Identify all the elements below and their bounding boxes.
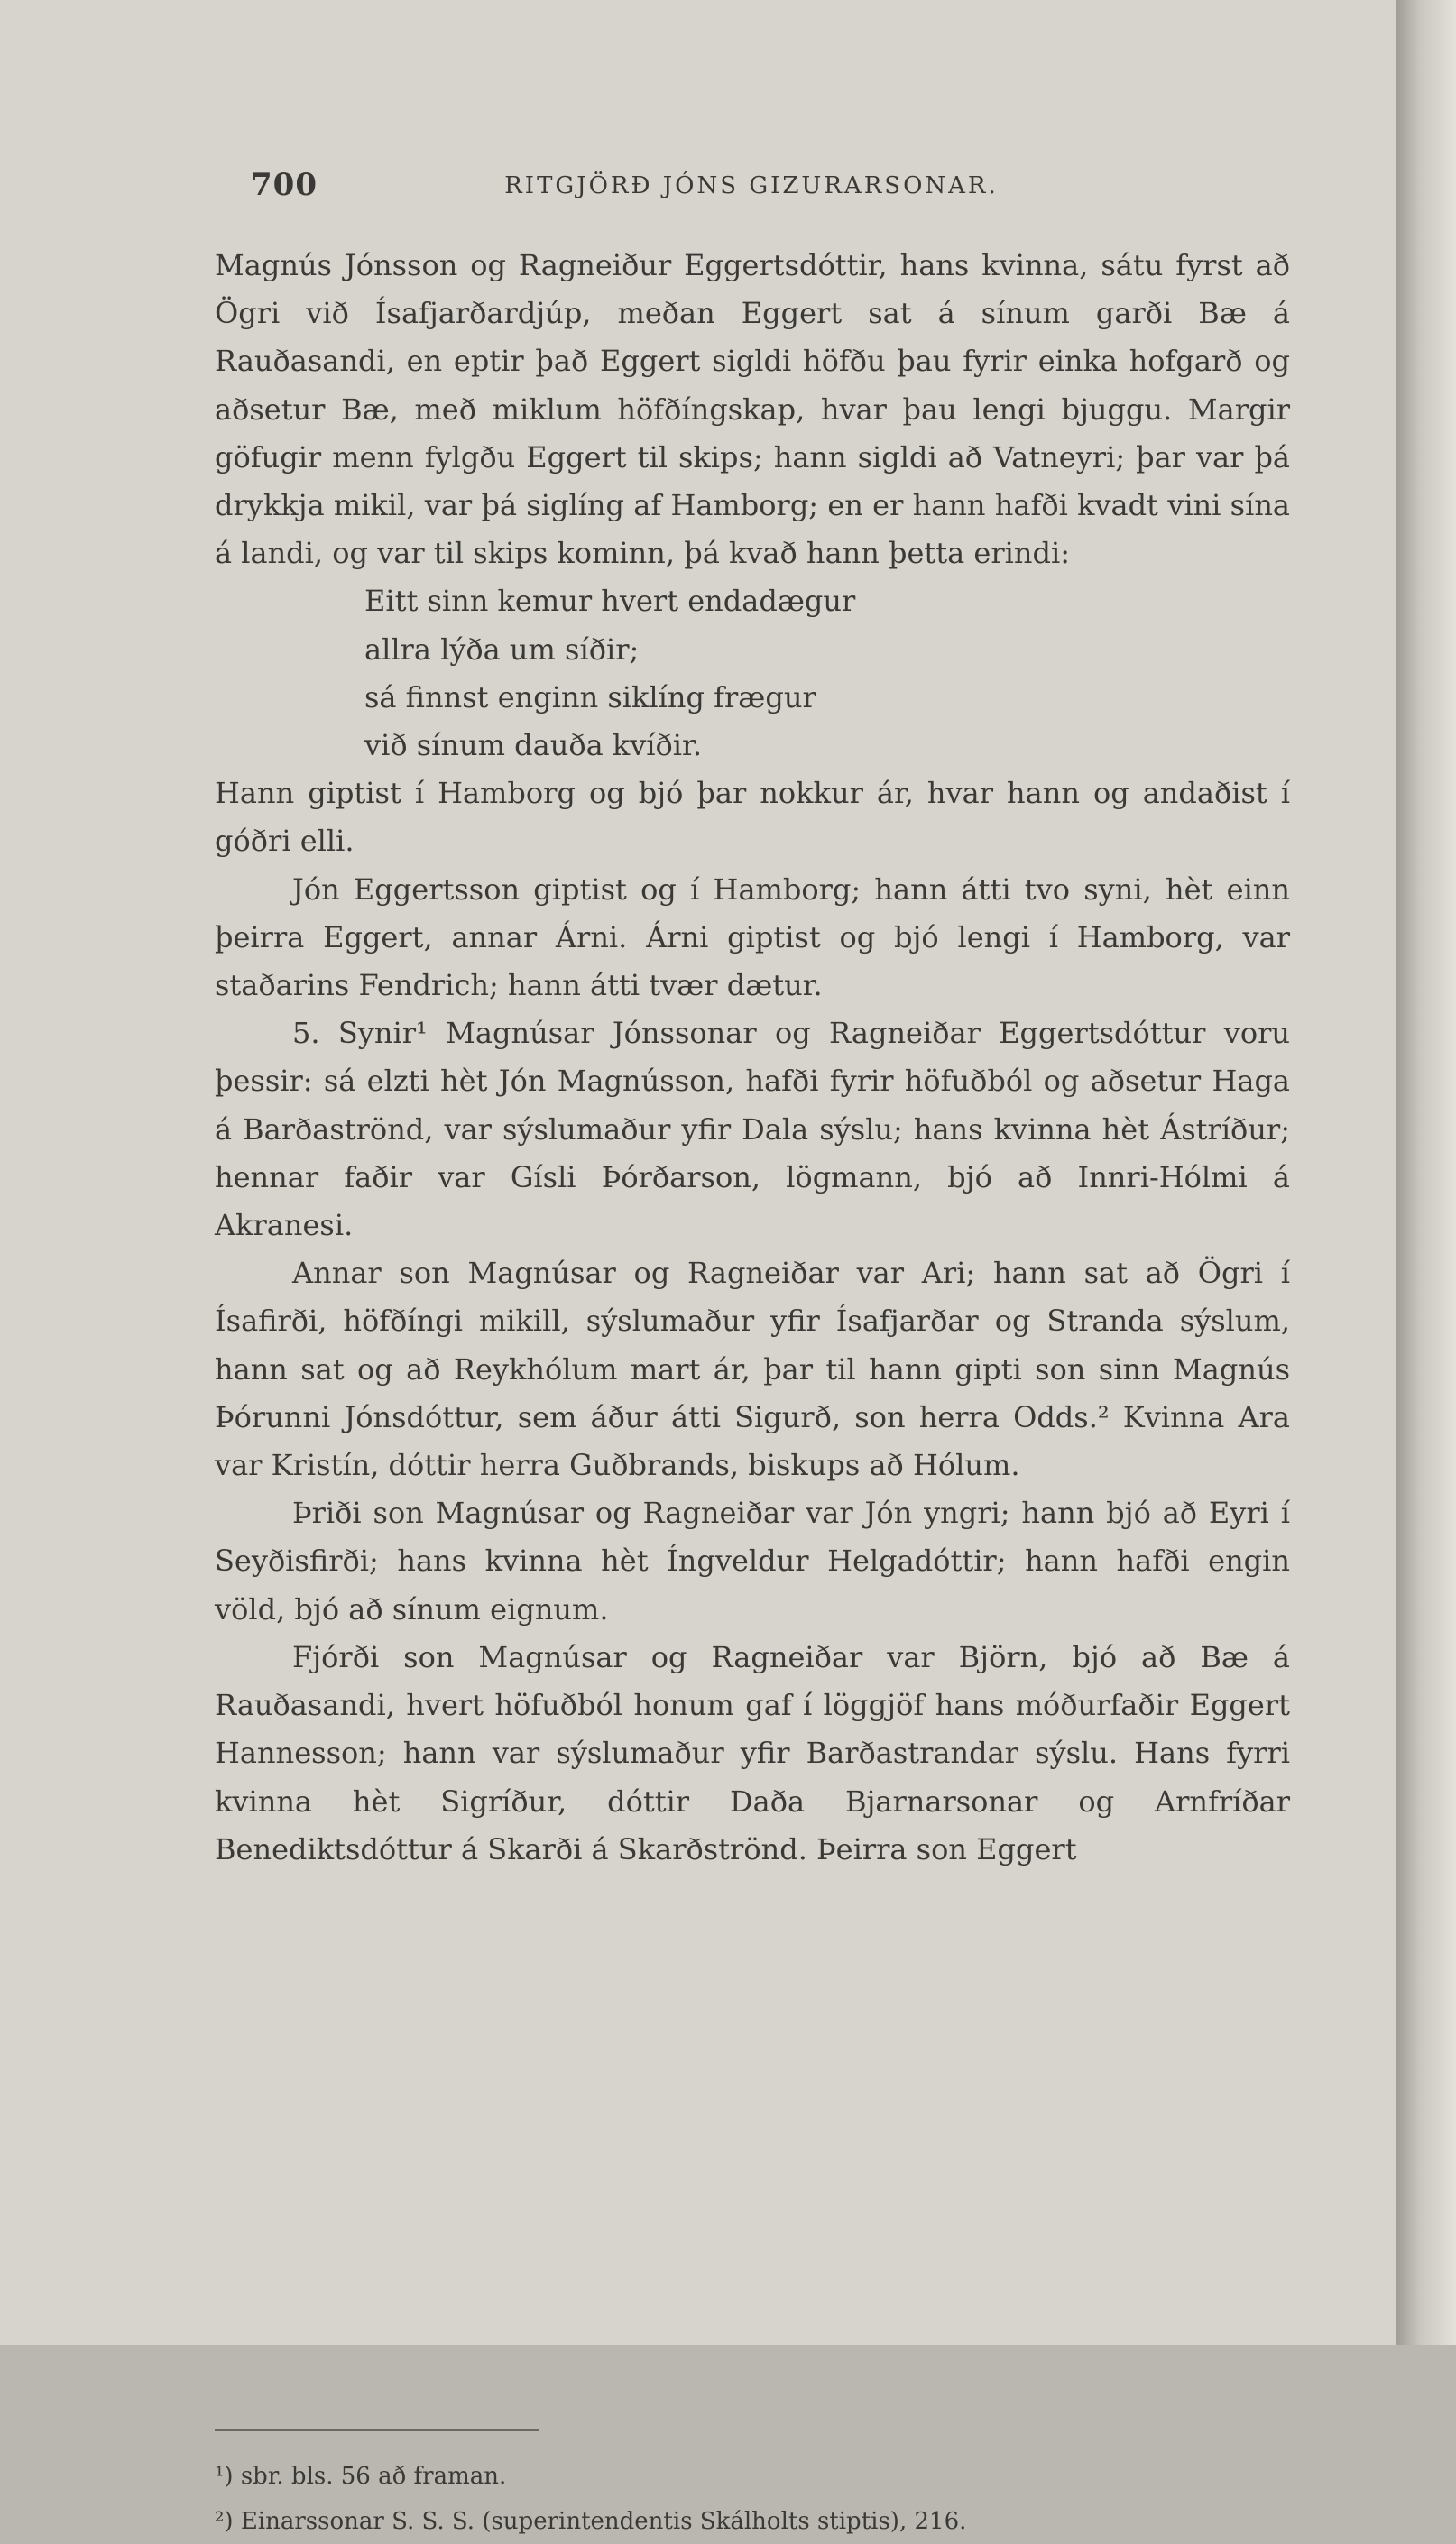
paragraph-1: Magnús Jónsson og Ragneiður Eggertsdóttir, hans kvinna, sátu fyrst að Ögri við Ísafjarðardjúp, meðan Eggert sat á sínum garði Bæ á Rauðasandi, en eptir það Eggert sigldi höfðu þau fyrir einka hofgarð og aðsetur Bæ, með miklum höfðíngskap, hvar þau lengi bjuggu. Margir göfugir menn fylgðu Eggert til skips; hann sigldi að Vatneyri; þar var þá drykkja mikil, var þá siglíng af Hamborg; en er hann hafði kvadt vini sína á landi, og var til skips kominn, þá kvað hann þetta erindi: [215, 248, 1290, 571]
poem [215, 577, 1290, 770]
paragraph-7: Fjórði son Magnúsar og Ragneiðar var Björn, bjó að Bæ á Rauðasandi, hvert höfuðból honum gaf í löggjöf hans móðurfaðir Eggert Hannesson; hann var sýslumaður yfir Barðastrandar sýslu. Hans fyrri kvinna hèt Sigríður, dóttir Daða Bjarnarsonar og Arnfríðar Benediktsdóttur á Skarði á Skarðströnd. Þeirra son Eggert [215, 1639, 1290, 1867]
paragraph-3: Jón Eggertsson giptist og í Hamborg; hann átti tvo syni, hèt einn þeirra Eggert, annar Árni. Árni giptist og bjó lengi í Hamborg, var staðarins Fendrich; hann átti tvær dætur. [215, 871, 1290, 1003]
running-head: RITGJÖRÐ JÓNS GIZURARSONAR. [504, 172, 999, 199]
poem-line-1: Eitt sinn kemur hvert endadægur [364, 584, 856, 619]
body-text [215, 242, 1290, 1874]
page-header [215, 167, 1288, 212]
poem-line-3: sá finnst enginn siklíng frægur [364, 679, 816, 714]
paragraph-5: Annar son Magnúsar og Ragneiðar var Ari; hann sat að Ögri í Ísafirði, höfðíngi mikill, sýslumaður yfir Ísafjarðar og Stranda sýslum, hann sat og að Reykhólum mart ár, þar til hann gipti son sinn Magnús Þórunni Jónsdóttur, sem áður átti Sigurð, son herra Odds.² Kvinna Ara var Kristín, dóttir herra Guðbrands, biskups að Hólum. [215, 1256, 1290, 1483]
page-number: 700 [251, 167, 318, 203]
poem-line-4: við sínum dauða kvíðir. [364, 728, 702, 763]
poem-line-2: allra lýða um síðir; [364, 631, 640, 667]
footnote-1: ¹) sbr. bls. 56 að framan. [215, 2463, 507, 2490]
paragraph-2: Hann giptist í Hamborg og bjó þar nokkur ár, hvar hann og andaðist í góðri elli. [215, 776, 1290, 859]
footnote-2: ²) Einarssonar S. S. S. (superintendentis Skálholts stiptis), 216. [215, 2508, 967, 2535]
paragraph-4: 5. Synir¹ Magnúsar Jónssonar og Ragneiðar Eggertsdóttur voru þessir: sá elzti hèt Jón Magnússon, hafði fyrir höfuðból og aðsetur Haga á Barðaströnd, var sýslumaður yfir Dala sýslu; hans kvinna hèt Ástríður; hennar faðir var Gísli Þórðarson, lögmann, bjó að Innri-Hólmi á Akranesi. [215, 1016, 1290, 1243]
footnote-divider [215, 2429, 539, 2431]
book-gutter-edge [1396, 0, 1456, 2345]
footnotes [215, 2454, 1290, 2544]
paragraph-6: Þriði son Magnúsar og Ragneiðar var Jón yngri; hann bjó að Eyri í Seyðisfirði; hans kvinna hèt Íngveldur Helgadóttir; hann hafði engin völd, bjó að sínum eignum. [215, 1496, 1290, 1627]
